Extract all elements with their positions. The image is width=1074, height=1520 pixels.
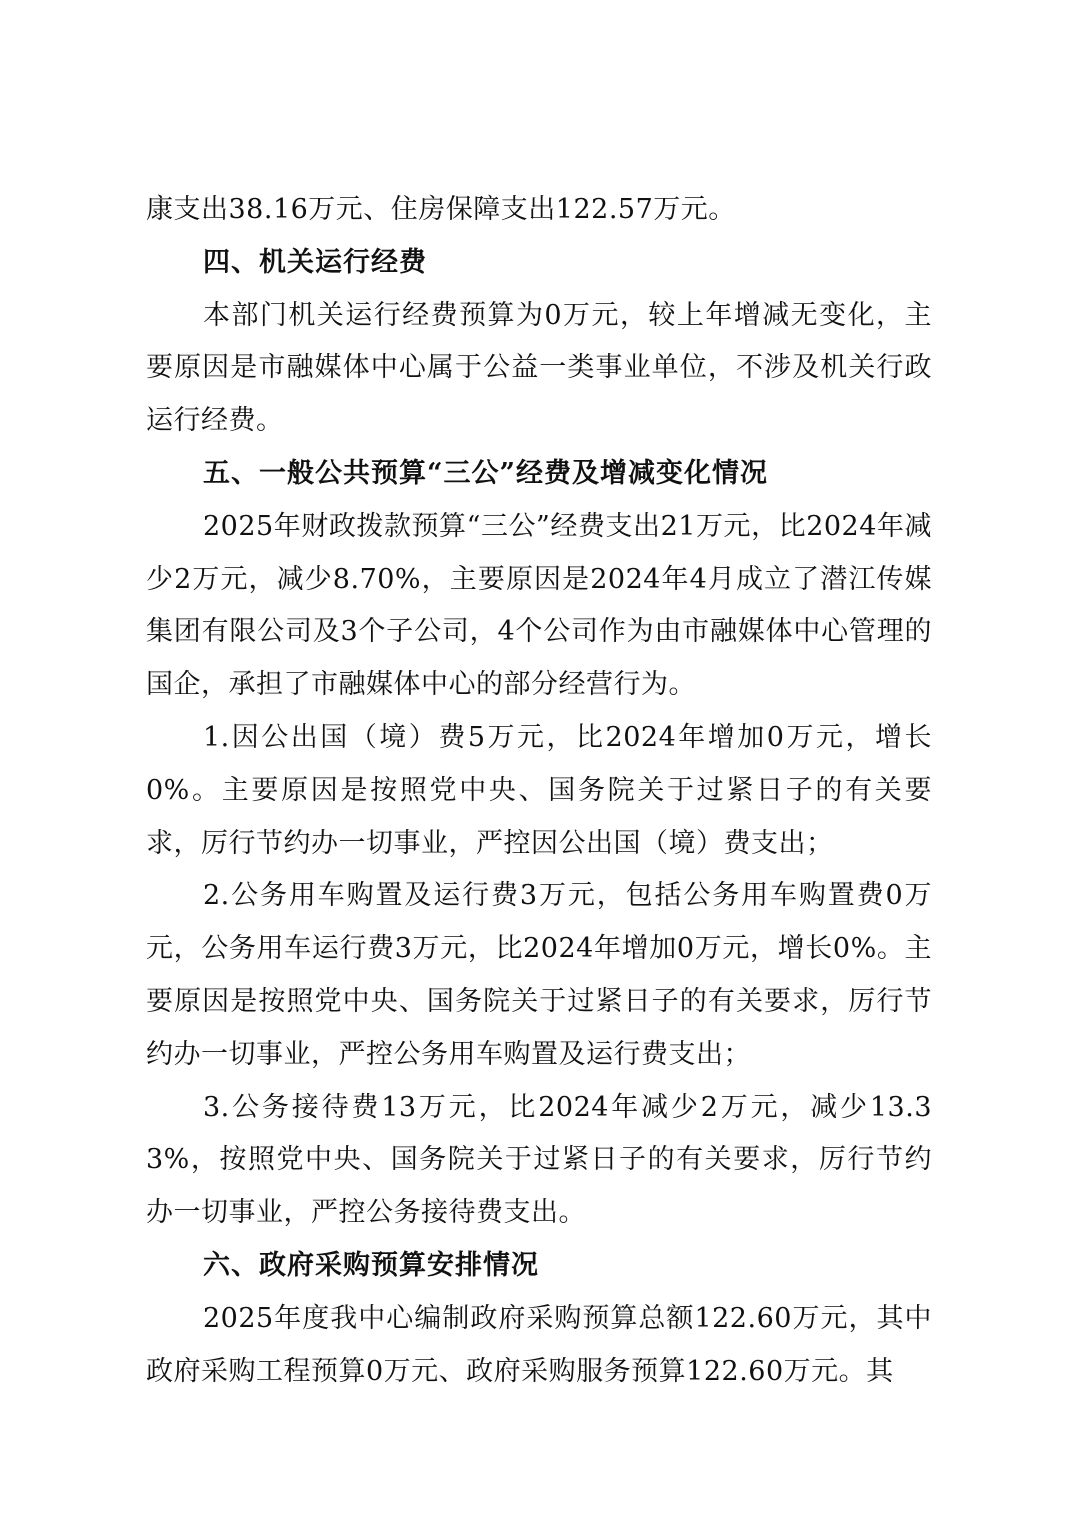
paragraph-three-public-expenses: 2025年财政拨款预算“三公”经费支出21万元，比2024年减少2万元，减少8.70%，主要原因是2024年4月成立了潜江传媒集团有限公司及3个子公司，4个公司作为由市融媒体中心管理的国企，承担了市融媒体中心的部分经营行为。 bbox=[146, 510, 932, 701]
paragraph-official-vehicles: 2.公务用车购置及运行费3万元，包括公务用车购置费0万元，公务用车运行费3万元，比2024年增加0万元，增长0%。主要原因是按照党中央、国务院关于过紧日子的有关要求，厉行节约办一切事业，严控公务用车购置及运行费支出； bbox=[146, 880, 932, 1070]
section-heading-5: 五、一般公共预算“三公”经费及增减变化情况 bbox=[203, 457, 769, 489]
paragraph-government-procurement: 2025年度我中心编制政府采购预算总额122.60万元，其中政府采购工程预算0万元、政府采购服务预算122.60万元。其 bbox=[146, 1302, 932, 1387]
section-heading-4: 四、机关运行经费 bbox=[203, 246, 427, 278]
paragraph-admin-operating-cost: 本部门机关运行经费预算为0万元，较上年增减无变化，主要原因是市融媒体中心属于公益一类事业单位，不涉及机关行政运行经费。 bbox=[146, 299, 932, 437]
paragraph-overseas-travel: 1.因公出国（境）费5万元，比2024年增加0万元，增长0%。主要原因是按照党中央、国务院关于过紧日子的有关要求，厉行节约办一切事业，严控因公出国（境）费支出； bbox=[146, 721, 932, 859]
paragraph-official-reception: 3.公务接待费13万元，比2024年减少2万元，减少13.33%，按照党中央、国务院关于过紧日子的有关要求，厉行节约办一切事业，严控公务接待费支出。 bbox=[146, 1091, 932, 1229]
paragraph-continuation: 康支出38.16万元、住房保障支出122.57万元。 bbox=[146, 194, 736, 225]
document-body bbox=[146, 184, 932, 1398]
section-heading-6: 六、政府采购预算安排情况 bbox=[203, 1249, 539, 1281]
